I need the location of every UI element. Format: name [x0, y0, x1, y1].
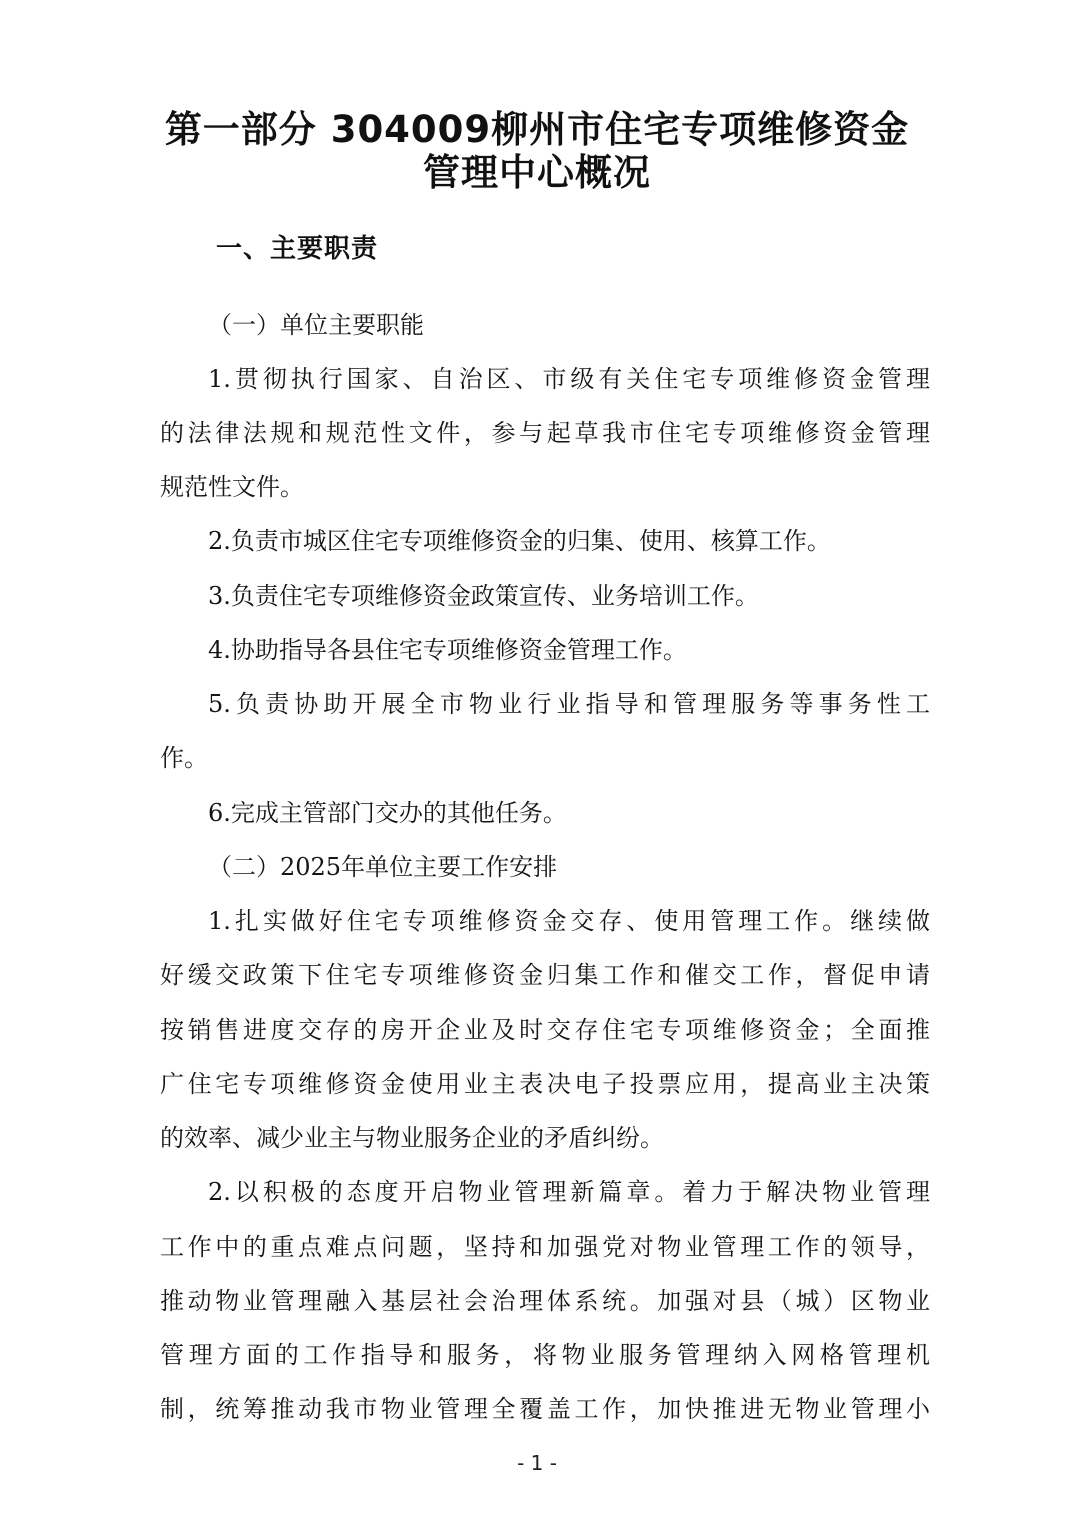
document-title-line-1: 第一部分 304009柳州市住宅专项维修资金 [164, 108, 910, 151]
subsection-heading-unit-functions: （一）单位主要职能 [208, 311, 424, 339]
paragraph-line: 按销售进度交存的房开企业及时交存住宅专项维修资金；全面推 [160, 1016, 930, 1044]
paragraph-line: 工作中的重点难点问题，坚持和加强党对物业管理工作的领导， [160, 1233, 930, 1261]
paragraph-line: 5.负责协助开展全市物业行业指导和管理服务等事务性工 [208, 690, 930, 718]
paragraph-line: 2.以积极的态度开启物业管理新篇章。着力于解决物业管理 [208, 1178, 930, 1206]
paragraph-line: 制，统筹推动我市物业管理全覆盖工作，加快推进无物业管理小 [160, 1395, 930, 1423]
paragraph-line: 推动物业管理融入基层社会治理体系统。加强对县（城）区物业 [160, 1287, 930, 1315]
document-title-line-2: 管理中心概况 [423, 151, 651, 194]
subsection-heading-2025-work-plan: （二）2025年单位主要工作安排 [208, 853, 558, 881]
page-number: - 1 - [517, 1451, 557, 1475]
paragraph-line: 2.负责市城区住宅专项维修资金的归集、使用、核算工作。 [208, 527, 831, 555]
paragraph-line: 广住宅专项维修资金使用业主表决电子投票应用，提高业主决策 [160, 1070, 930, 1098]
paragraph-line: 6.完成主管部门交办的其他任务。 [208, 799, 567, 827]
paragraph-line: 1.扎实做好住宅专项维修资金交存、使用管理工作。继续做 [208, 907, 930, 935]
paragraph-line: 管理方面的工作指导和服务，将物业服务管理纳入网格管理机 [160, 1341, 930, 1369]
paragraph-line: 1.贯彻执行国家、自治区、市级有关住宅专项维修资金管理 [208, 365, 930, 393]
paragraph-line: 4.协助指导各县住宅专项维修资金管理工作。 [208, 636, 687, 664]
paragraph-line: 好缓交政策下住宅专项维修资金归集工作和催交工作，督促申请 [160, 961, 930, 989]
paragraph-line: 的法律法规和规范性文件，参与起草我市住宅专项维修资金管理 [160, 419, 930, 447]
paragraph-line: 的效率、减少业主与物业服务企业的矛盾纠纷。 [160, 1124, 664, 1152]
paragraph-line: 作。 [160, 744, 208, 772]
paragraph-line: 3.负责住宅专项维修资金政策宣传、业务培训工作。 [208, 582, 759, 610]
section-heading-main-duties: 一、主要职责 [216, 234, 379, 264]
paragraph-line: 规范性文件。 [160, 473, 304, 501]
